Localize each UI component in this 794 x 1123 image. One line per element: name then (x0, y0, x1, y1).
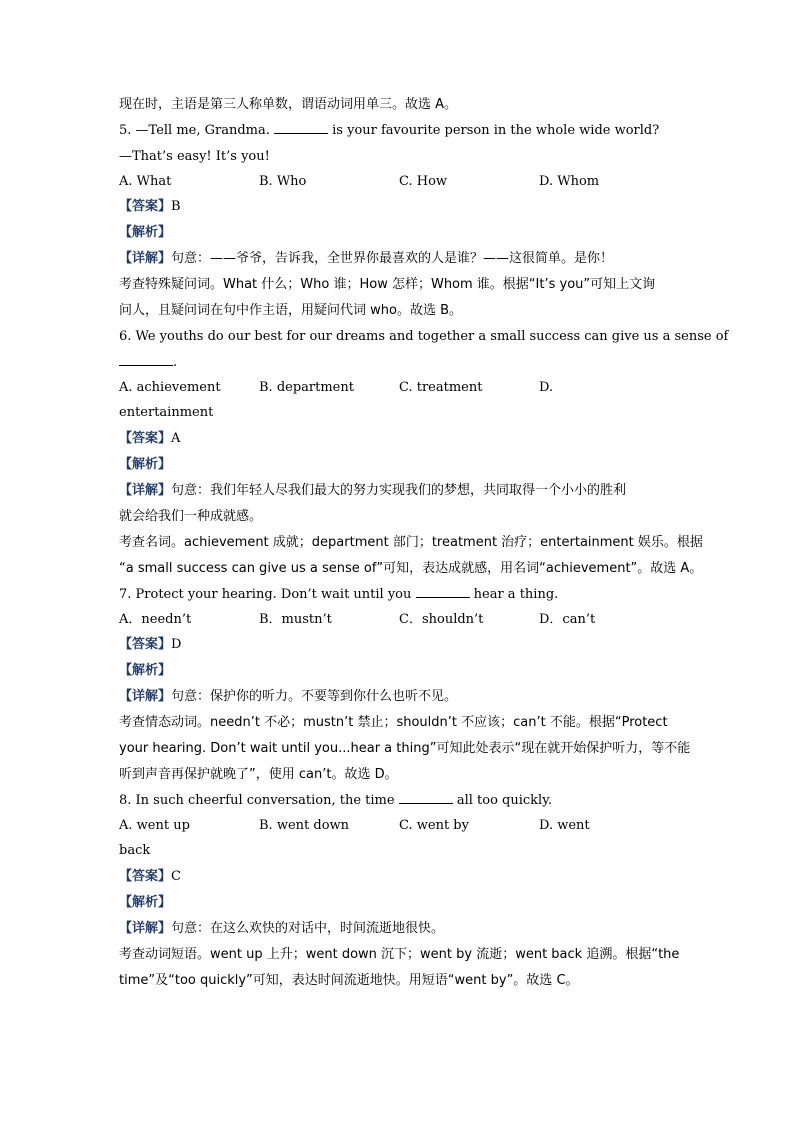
answer-label: 【答案】 (119, 637, 172, 652)
q6-detail-line2: 就会给我们一种成就感。 (119, 509, 263, 524)
q7-answer: 【答案】D (119, 637, 182, 652)
q5-detail-line3: 问人，且疑问词在句中作主语，用疑问代词 who。故选 B。 (119, 303, 463, 318)
answer-blank (416, 585, 470, 598)
answer-label: 【答案】 (119, 431, 172, 446)
q7-detail: 【详解】句意：保护你的听力。不要等到你什么也听不见。 (119, 689, 458, 704)
option-d: D. (539, 380, 554, 395)
q8-options (119, 814, 679, 838)
q8-answer: 【答案】C (119, 869, 181, 884)
q6-detail: 【详解】句意：我们年轻人尽我们最大的努力实现我们的梦想，共同取得一个小小的胜利 (119, 483, 627, 498)
q7-options (119, 608, 679, 632)
option-c: C. went by (399, 818, 469, 833)
option-c: C．shouldn’t (399, 612, 484, 627)
q6-option-wrap: entertainment (119, 405, 214, 420)
q8-detail-line2: 考查动词短语。went up 上升；went down 沉下；went by 流逝；went back 追溯。根据“the (119, 947, 680, 962)
option-b: B. department (259, 380, 354, 395)
analysis-label: 【解析】 (119, 663, 172, 678)
option-c: C. How (399, 174, 448, 189)
q8-detail-line3: time”及“too quickly”可知，表达时间流逝地快。用短语“went by”。故选 C。 (119, 973, 579, 988)
q5-detail: 【详解】句意：——爷爷，告诉我，全世界你最喜欢的人是谁？——这很简单。是你！ (119, 251, 614, 266)
answer-blank (399, 791, 453, 804)
answer-blank (274, 121, 328, 134)
q8-analysis (119, 890, 679, 916)
q8-option-wrap: back (119, 843, 151, 858)
option-a: A．needn’t (119, 612, 192, 627)
option-b: B．mustn’t (259, 612, 332, 627)
q6-answer: 【答案】A (119, 431, 181, 446)
answer-blank (119, 353, 173, 366)
detail-label: 【详解】 (119, 483, 172, 498)
q8-stem: 8. In such cheerful conversation, the time all too quickly. (119, 793, 552, 808)
q5-detail-line2: 考查特殊疑问词。What 什么；Who 谁；How 怎样；Whom 谁。根据“It’s you”可知上文询 (119, 277, 656, 292)
option-b: B. Who (259, 174, 307, 189)
option-b: B. went down (259, 818, 350, 833)
option-c: C. treatment (399, 380, 483, 395)
detail-label: 【详解】 (119, 251, 172, 266)
q6-stem-line2: . (119, 350, 679, 376)
q7-detail-line3: your hearing. Don’t wait until you...hear a thing”可知此处表示“现在就开始保护听力，等不能 (119, 741, 691, 756)
detail-label: 【详解】 (119, 921, 172, 936)
analysis-label: 【解析】 (119, 457, 172, 472)
q6-analysis (119, 452, 679, 478)
q7-analysis (119, 658, 679, 684)
q7-detail-line4: 听到声音再保护就晚了”，使用 can’t。故选 D。 (119, 767, 398, 782)
q6-options (119, 376, 679, 400)
option-a: A. What (119, 174, 172, 189)
option-a: A. achievement (119, 380, 221, 395)
q7-detail-line2: 考查情态动词。needn’t 不必；mustn’t 禁止；shouldn’t 不应该；can’t 不能。根据“Protect (119, 715, 668, 730)
q8-detail: 【详解】句意：在这么欢快的对话中，时间流逝地很快。 (119, 921, 445, 936)
q5-options (119, 170, 679, 194)
document-page (119, 92, 729, 994)
q5-stem-line2: —That’s easy! It’s you! (119, 149, 270, 164)
option-a: A. went up (119, 818, 190, 833)
q6-stem: 6. We youths do our best for our dreams and together a small success can give us a sense of (119, 329, 729, 344)
option-d: D. Whom (539, 174, 600, 189)
analysis-label: 【解析】 (119, 895, 172, 910)
q5-analysis (119, 220, 679, 246)
answer-label: 【答案】 (119, 199, 172, 214)
q6-detail-line4: “a small success can give us a sense of”可知，表达成就感，用名词“achievement”。故选 A。 (119, 561, 703, 576)
detail-label: 【详解】 (119, 689, 172, 704)
q5-answer: 【答案】B (119, 199, 181, 214)
q6-detail-line3: 考查名词。achievement 成就；department 部门；treatment 治疗；entertainment 娱乐。根据 (119, 535, 703, 550)
option-d: D. went (539, 818, 590, 833)
analysis-label: 【解析】 (119, 225, 172, 240)
answer-label: 【答案】 (119, 869, 172, 884)
q7-stem: 7. Protect your hearing. Don’t wait until you hear a thing. (119, 587, 559, 602)
intro-line: 现在时，主语是第三人称单数，谓语动词用单三。故选 A。 (119, 97, 458, 112)
option-d: D．can’t (539, 612, 596, 627)
q5-stem: 5. —Tell me, Grandma. is your favourite person in the whole wide world? (119, 123, 660, 138)
